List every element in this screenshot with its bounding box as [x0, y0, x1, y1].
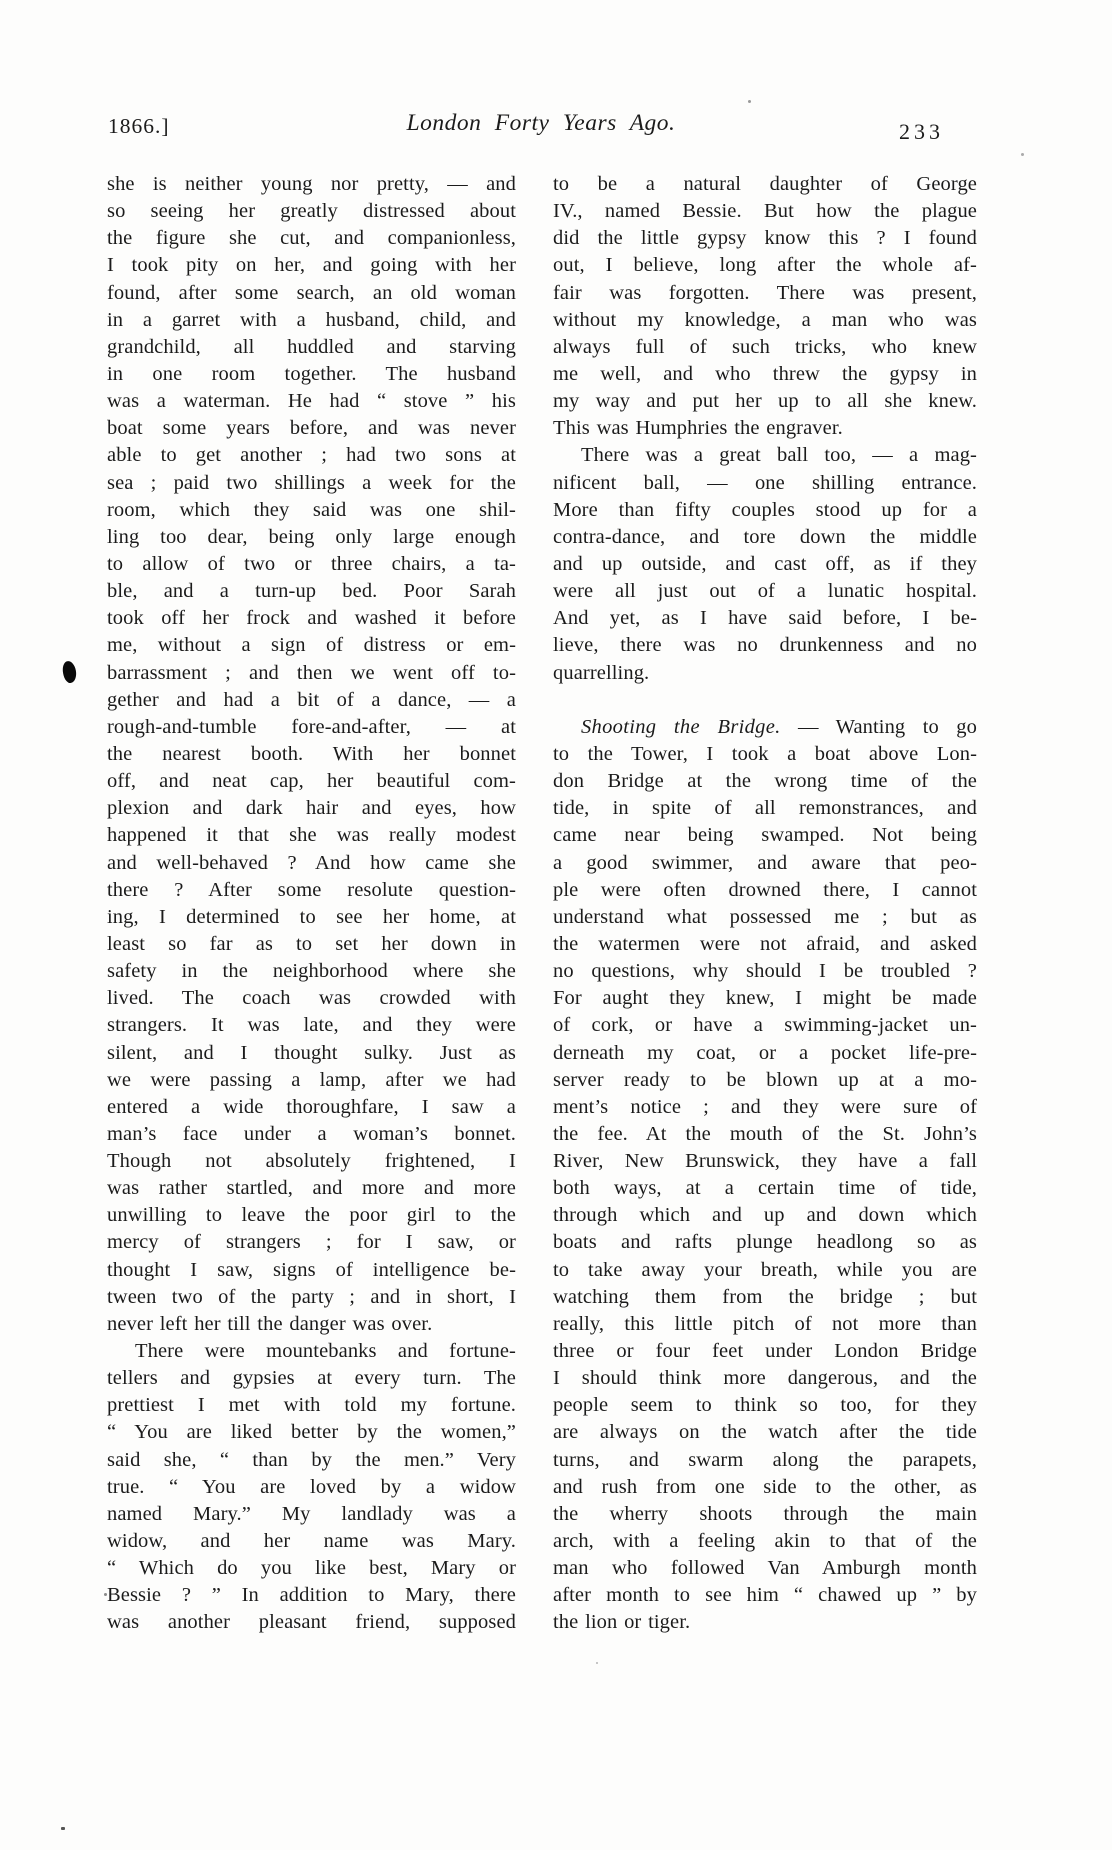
column-right [553, 171, 977, 1637]
text-line: widow, and her name was Mary. [107, 1530, 516, 1553]
text-line: turns, and swarm along the parapets, [553, 1448, 977, 1471]
text-line: a good swimmer, and aware that peo- [553, 851, 977, 874]
ink-blot-artifact [61, 660, 78, 684]
column-left [107, 171, 516, 1637]
text-line: off, and neat cap, her beautiful com- [107, 770, 516, 793]
text-line: entered a wide thoroughfare, I saw a [107, 1095, 516, 1118]
text-line: through which and up and down which [553, 1204, 977, 1227]
text-line: There was a great ball too, — a mag- [581, 444, 977, 467]
text-line: three or four feet under London Bridge [553, 1340, 977, 1363]
text-line: silent, and I thought sulky. Just as [107, 1041, 516, 1064]
text-line: there ? After some resolute question- [107, 878, 516, 901]
text-line: mercy of strangers ; for I saw, or [107, 1231, 516, 1254]
text-line: did the little gypsy know this ? I found [553, 227, 977, 250]
text-line: fair was forgotten. There was present, [553, 281, 977, 304]
text-line: boats and rafts plunge headlong so as [553, 1231, 977, 1254]
text-line: found, after some search, an old woman [107, 281, 516, 304]
text-line: in one room together. The husband [107, 362, 516, 385]
text-line: we were passing a lamp, after we had [107, 1068, 516, 1091]
text-line: contra-dance, and tore down the middle [553, 525, 977, 548]
text-line: lived. The coach was crowded with [107, 987, 516, 1010]
text-line: derneath my coat, or a pocket life-pre- [553, 1041, 977, 1064]
text-line: unwilling to leave the poor girl to the [107, 1204, 516, 1227]
text-line: the wherry shoots through the main [553, 1502, 977, 1525]
text-line: both ways, at a certain time of tide, [553, 1177, 977, 1200]
text-line: sea ; paid two shillings a week for the [107, 471, 516, 494]
text-line: was rather startled, and more and more [107, 1177, 516, 1200]
text-line: the lion or tiger. [553, 1611, 691, 1634]
text-line: “ Which do you like best, Mary or [107, 1557, 516, 1580]
scan-speck [596, 1662, 598, 1664]
text-line: grandchild, all huddled and starving [107, 335, 516, 358]
text-line: true. “ You are loved by a widow [107, 1475, 516, 1498]
text-line: And yet, as I have said before, I be- [553, 607, 977, 630]
text-line: to take away your breath, while you are [553, 1258, 977, 1281]
text-line: to be a natural daughter of George [553, 173, 977, 195]
text-line: server ready to be blown up at a mo- [553, 1068, 977, 1091]
text-line: watching them from the bridge ; but [553, 1285, 977, 1308]
text-line: able to get another ; had two sons at [107, 444, 516, 467]
text-line: ing, I determined to see her home, at [107, 905, 516, 928]
text-line: I should think more dangerous, and the [553, 1367, 977, 1390]
text-line: so seeing her greatly distressed about [107, 200, 516, 223]
text-line: ment’s notice ; and they were sure of [553, 1095, 977, 1118]
scan-speck [104, 1593, 107, 1596]
text-line: River, New Brunswick, they have a fall [553, 1150, 977, 1173]
text-line: ble, and a turn-up bed. Poor Sarah [107, 580, 516, 603]
text-line: understand what possessed me ; but as [553, 905, 977, 928]
header-running-title: London Forty Years Ago. [406, 110, 676, 136]
text-line: the fee. At the mouth of the St. John’s [553, 1122, 977, 1145]
scan-speck [748, 100, 751, 103]
text-line: For aught they knew, I might be made [553, 987, 977, 1010]
text-line: Shooting the Bridge. — Wanting to go [581, 715, 977, 738]
text-line: barrassment ; and then we went off to- [107, 661, 516, 684]
text-line: lieve, there was no drunkenness and no [553, 634, 977, 657]
text-line: prettiest I met with told my fortune. [107, 1394, 516, 1417]
text-line: was a waterman. He had “ stove ” his [107, 390, 516, 413]
text-line: the nearest booth. With her bonnet [107, 742, 516, 765]
text-line: never left her till the danger was over. [107, 1312, 433, 1335]
text-line: out, I believe, long after the whole af- [553, 254, 977, 277]
text-line: strangers. It was late, and they were [107, 1014, 516, 1037]
text-line: rough-and-tumble fore-and-after, — at [107, 715, 516, 738]
text-line: took off her frock and washed it before [107, 607, 516, 630]
text-line: me, without a sign of distress or em- [107, 634, 516, 657]
text-line: Bessie ? ” In addition to Mary, there [107, 1584, 516, 1607]
text-line: nificent ball, — one shilling entrance. [553, 471, 977, 494]
text-line: There were mountebanks and fortune- [135, 1340, 516, 1363]
text-line: me well, and who threw the gypsy in [553, 362, 977, 385]
text-line: ling too dear, being only large enough [107, 525, 516, 548]
text-line: quarrelling. [553, 661, 650, 684]
header-page-number: 233 [899, 119, 944, 144]
text-line: of cork, or have a swimming-jacket un- [553, 1014, 977, 1037]
text-line: don Bridge at the wrong time of the [553, 770, 977, 793]
text-line: she is neither young nor pretty, — and [107, 173, 516, 195]
header-year-label: 1866.] [108, 114, 170, 138]
text-line: plexion and dark hair and eyes, how [107, 797, 516, 820]
text-line: without my knowledge, a man who was [553, 308, 977, 331]
text-line: are always on the watch after the tide [553, 1421, 977, 1444]
text-line: my way and put her up to all she knew. [553, 390, 977, 413]
text-line: arch, with a feeling akin to that of the [553, 1530, 977, 1553]
text-line: More than fifty couples stood up for a [553, 498, 977, 521]
text-line: safety in the neighborhood where she [107, 960, 516, 983]
text-line: and up outside, and cast off, as if they [553, 552, 977, 575]
text-line: thought I saw, signs of intelligence be- [107, 1258, 516, 1281]
text-line: This was Humphries the engraver. [553, 417, 843, 440]
scan-speck [61, 1827, 65, 1830]
text-line: man’s face under a woman’s bonnet. [107, 1122, 516, 1145]
blank-line [553, 687, 977, 714]
text-line: named Mary.” My landlady was a [107, 1502, 516, 1525]
text-line: man who followed Van Amburgh month [553, 1557, 977, 1580]
text-line: always full of such tricks, who knew [553, 335, 977, 358]
text-line: after month to see him “ chawed up ” by [553, 1584, 977, 1607]
text-line: least so far as to set her down in [107, 932, 516, 955]
text-line: tellers and gypsies at every turn. The [107, 1367, 516, 1390]
text-line: gether and had a bit of a dance, — a [107, 688, 516, 711]
italic-section-title: Shooting the Bridge. [581, 715, 781, 738]
scan-speck [1021, 153, 1024, 156]
text-line: people seem to think so too, for they [553, 1394, 977, 1417]
text-line: “ You are liked better by the women,” [107, 1421, 516, 1444]
text-line: room, which they said was one shil- [107, 498, 516, 521]
text-line: boat some years before, and was never [107, 417, 516, 440]
text-line: no questions, why should I be troubled ? [553, 960, 977, 983]
text-line: came near being swamped. Not being [553, 824, 977, 847]
text-line: the watermen were not afraid, and asked [553, 932, 977, 955]
text-line: tween two of the party ; and in short, I [107, 1285, 516, 1308]
text-line: was another pleasant friend, supposed [107, 1611, 516, 1634]
text-line: happened it that she was really modest [107, 824, 516, 847]
text-line: tide, in spite of all remonstrances, and [553, 797, 977, 820]
text-columns [107, 171, 977, 1637]
text-line: Though not absolutely frightened, I [107, 1150, 516, 1173]
text-line: were all just out of a lunatic hospital. [553, 580, 977, 603]
text-line: the figure she cut, and companionless, [107, 227, 516, 250]
text-line: ple were often drowned there, I cannot [553, 878, 977, 901]
text-line: and well-behaved ? And how came she [107, 851, 516, 874]
text-line: really, this little pitch of not more than [553, 1312, 977, 1335]
text-line: said she, “ than by the men.” Very [107, 1448, 516, 1471]
text-line: and rush from one side to the other, as [553, 1475, 977, 1498]
text-line: in a garret with a husband, child, and [107, 308, 516, 331]
text-line: to allow of two or three chairs, a ta- [107, 552, 516, 575]
text-line: I took pity on her, and going with her [107, 254, 516, 277]
text-line: to the Tower, I took a boat above Lon- [553, 742, 977, 765]
text-line: IV., named Bessie. But how the plague [553, 200, 977, 223]
